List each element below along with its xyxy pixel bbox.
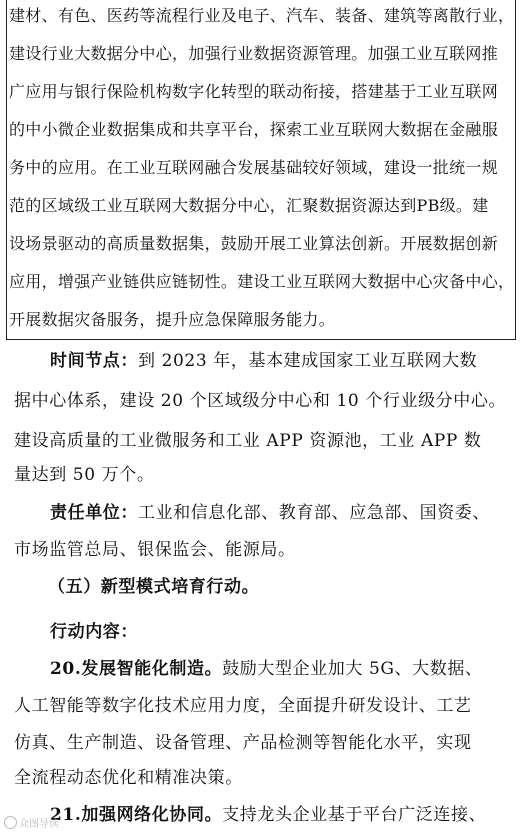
timeline-line: 量达到 50 万个。 (14, 465, 155, 485)
timeline-paragraph (50, 350, 477, 372)
box-line: 建材、有色、医药等流程行业及电子、汽车、装备、建筑等离散行业， (9, 6, 515, 25)
item-20-line: 仿真、生产制造、设备管理、产品检测等智能化水平，实现 (14, 733, 472, 753)
item-21-title: 21.加强网络化协同。 (50, 805, 223, 825)
watermark-text: 众图导读 (19, 819, 59, 830)
box-line: 设场景驱动的高质量数据集，鼓励开展工业算法创新。开展数据创新 (9, 234, 499, 253)
item-20-title: 20.发展智能化制造。 (50, 659, 223, 679)
responsible-paragraph (50, 502, 490, 524)
box-line: 务中的应用。在工业互联网融合发展基础较好领域，建设一批统一规 (9, 158, 499, 177)
timeline-text: 到 2023 年，基本建成国家工业互联网大数 (138, 351, 478, 371)
item-20-text: 鼓励大型企业加大 5G、大数据、 (222, 659, 483, 679)
watermark-logo-icon (4, 816, 17, 829)
item-21-text: 支持龙头企业基于平台广泛连接、 (222, 805, 487, 825)
box-line: 的中小微企业数据集成和共享平台，探索工业互联网大数据在金融服 (9, 120, 499, 139)
item-20-line: 全流程动态优化和精准决策。 (14, 768, 243, 788)
action-label: 行动内容： (50, 622, 138, 642)
watermark (4, 815, 59, 830)
item-20-paragraph (50, 658, 483, 680)
section-heading: （五）新型模式培育行动。 (48, 577, 260, 597)
timeline-line: 据中心体系，建设 20 个区域级分中心和 10 个行业级分中心。 (14, 391, 507, 411)
box-line: 开展数据灾备服务，提升应急保障服务能力。 (9, 310, 336, 329)
box-line: 广应用与银行保险机构数字化转型的联动衔接，搭建基于工业互联网 (9, 82, 499, 101)
box-line: 范的区域级工业互联网大数据分中心，汇聚数据资源达到PB级。建 (9, 196, 489, 215)
timeline-label: 时间节点： (50, 351, 138, 371)
item-21-paragraph (50, 804, 486, 826)
responsible-label: 责任单位： (50, 503, 138, 523)
box-line: 建设行业大数据分中心，加强行业数据资源管理。加强工业互联网推 (9, 44, 499, 63)
timeline-line: 建设高质量的工业微服务和工业 APP 资源池，工业 APP 数 (14, 431, 482, 451)
responsible-line: 市场监管总局、银保监会、能源局。 (14, 540, 296, 560)
responsible-text: 工业和信息化部、教育部、应急部、国资委、 (138, 503, 490, 523)
item-20-line: 人工智能等数字化技术应用力度，全面提升研发设计、工艺 (14, 696, 472, 716)
box-line: 应用，增强产业链供应链韧性。建设工业互联网大数据中心灾备中心， (9, 272, 515, 291)
